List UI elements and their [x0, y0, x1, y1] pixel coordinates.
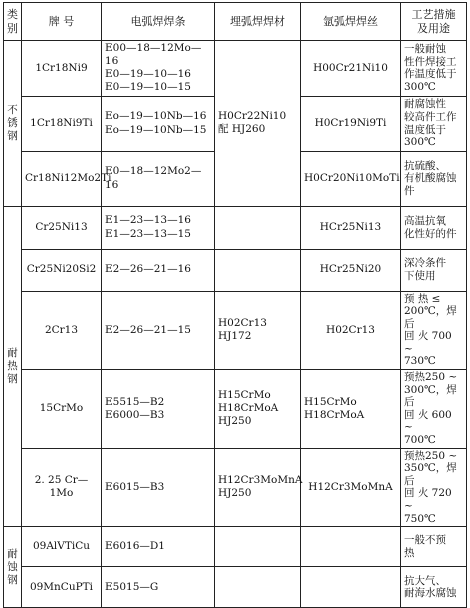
grade-cell: 15CrMo: [22, 370, 102, 449]
header-grade: 牌 号: [22, 3, 102, 41]
grade-cell: Cr25Ni20Si2: [22, 249, 102, 291]
argon-cell: H00Cr21Ni10: [301, 41, 401, 97]
grade-cell: Cr18Ni12Mo2Ti: [22, 151, 102, 206]
header-process: 工艺措施 及用途: [401, 3, 467, 41]
table-row: [4, 448, 467, 527]
process-cell: 预热250 ~ 300℃，焊后 回 火 600 ~ 700℃: [401, 370, 467, 449]
grade-cell: 2. 25 Cr—1Mo: [22, 448, 102, 527]
argon-cell: HCr25Ni13: [301, 206, 401, 249]
saw-cell-empty: [215, 249, 301, 291]
argon-cell-empty: [301, 527, 401, 567]
table-row: [4, 567, 467, 608]
grade-cell: 09MnCuPTi: [22, 567, 102, 608]
grade-cell: 1Cr18Ni9Ti: [22, 96, 102, 151]
table-row: [4, 527, 467, 567]
table-row: [4, 370, 467, 449]
table-row: [4, 291, 467, 370]
saw-cell-empty: [215, 206, 301, 249]
saw-cell: H12Cr3MoMnA HJ250: [215, 448, 301, 527]
table-row: [4, 249, 467, 291]
welding-materials-table: [3, 2, 467, 608]
process-cell: 抗硫酸、 有机酸腐蚀件: [401, 151, 467, 206]
process-cell: 深冷条件 下使用: [401, 249, 467, 291]
electrode-cell: E5515—B2 E6000—B3: [102, 370, 215, 449]
group-corrosion: 耐 蚀 钢: [4, 527, 22, 608]
table-row: [4, 206, 467, 249]
process-cell: 预 热 ≤ 200℃，焊后 回 火 700 ~ 730℃: [401, 291, 467, 370]
grade-cell: 1Cr18Ni9: [22, 41, 102, 97]
argon-cell: H12Cr3MoMnA: [301, 448, 401, 527]
group-stainless: 不 锈 钢: [4, 41, 22, 207]
header-electrode: 电弧焊焊条: [102, 3, 215, 41]
grade-cell: Cr25Ni13: [22, 206, 102, 249]
saw-cell-empty: [215, 567, 301, 608]
electrode-cell: E1—23—13—16 E1—23—13—15: [102, 206, 215, 249]
electrode-cell: E5015—G: [102, 567, 215, 608]
argon-cell: H02Cr13: [301, 291, 401, 370]
process-cell: 一般不预 热: [401, 527, 467, 567]
table-row: [4, 41, 467, 97]
header-saw: 埋弧焊焊材: [215, 3, 301, 41]
process-cell: 抗大气、 耐海水腐蚀: [401, 567, 467, 608]
process-cell: 预热250 ~ 350℃，焊后 回 火 720 ~ 750℃: [401, 448, 467, 527]
saw-cell-empty: [215, 527, 301, 567]
electrode-cell: E6016—D1: [102, 527, 215, 567]
header-argon: 氩弧焊焊丝: [301, 3, 401, 41]
process-cell: 高温抗氧 化性好的件: [401, 206, 467, 249]
grade-cell: 09AlVTiCu: [22, 527, 102, 567]
argon-cell: H15CrMo H18CrMoA: [301, 370, 401, 449]
grade-cell: 2Cr13: [22, 291, 102, 370]
electrode-cell: E0—18—12Mo2—16: [102, 151, 215, 206]
electrode-cell: E00—18—12Mo—16 E0—19—10—16 E0—19—10—15: [102, 41, 215, 97]
electrode-cell: E2—26—21—16: [102, 249, 215, 291]
argon-cell: H0Cr20Ni10MoTi: [301, 151, 401, 206]
saw-cell-stainless: H0Cr22Ni10 配 HJ260: [215, 41, 301, 207]
argon-cell: H0Cr19Ni9Ti: [301, 96, 401, 151]
saw-cell: H15CrMo H18CrMoA HJ250: [215, 370, 301, 449]
argon-cell: HCr25Ni20: [301, 249, 401, 291]
group-heat: 耐 热 钢: [4, 206, 22, 527]
electrode-cell: E2—26—21—15: [102, 291, 215, 370]
argon-cell-empty: [301, 567, 401, 608]
process-cell: 一般耐蚀 性件焊接工 作温度低于 300℃: [401, 41, 467, 97]
process-cell: 耐腐蚀性 较高件工作 温度低于 300℃: [401, 96, 467, 151]
saw-cell: H02Cr13 HJ172: [215, 291, 301, 370]
header-category: 类 别: [4, 3, 22, 41]
electrode-cell: E6015—B3: [102, 448, 215, 527]
electrode-cell: Eo—19—10Nb—16 Eo—19—10Nb—15: [102, 96, 215, 151]
header-row: [4, 3, 467, 41]
